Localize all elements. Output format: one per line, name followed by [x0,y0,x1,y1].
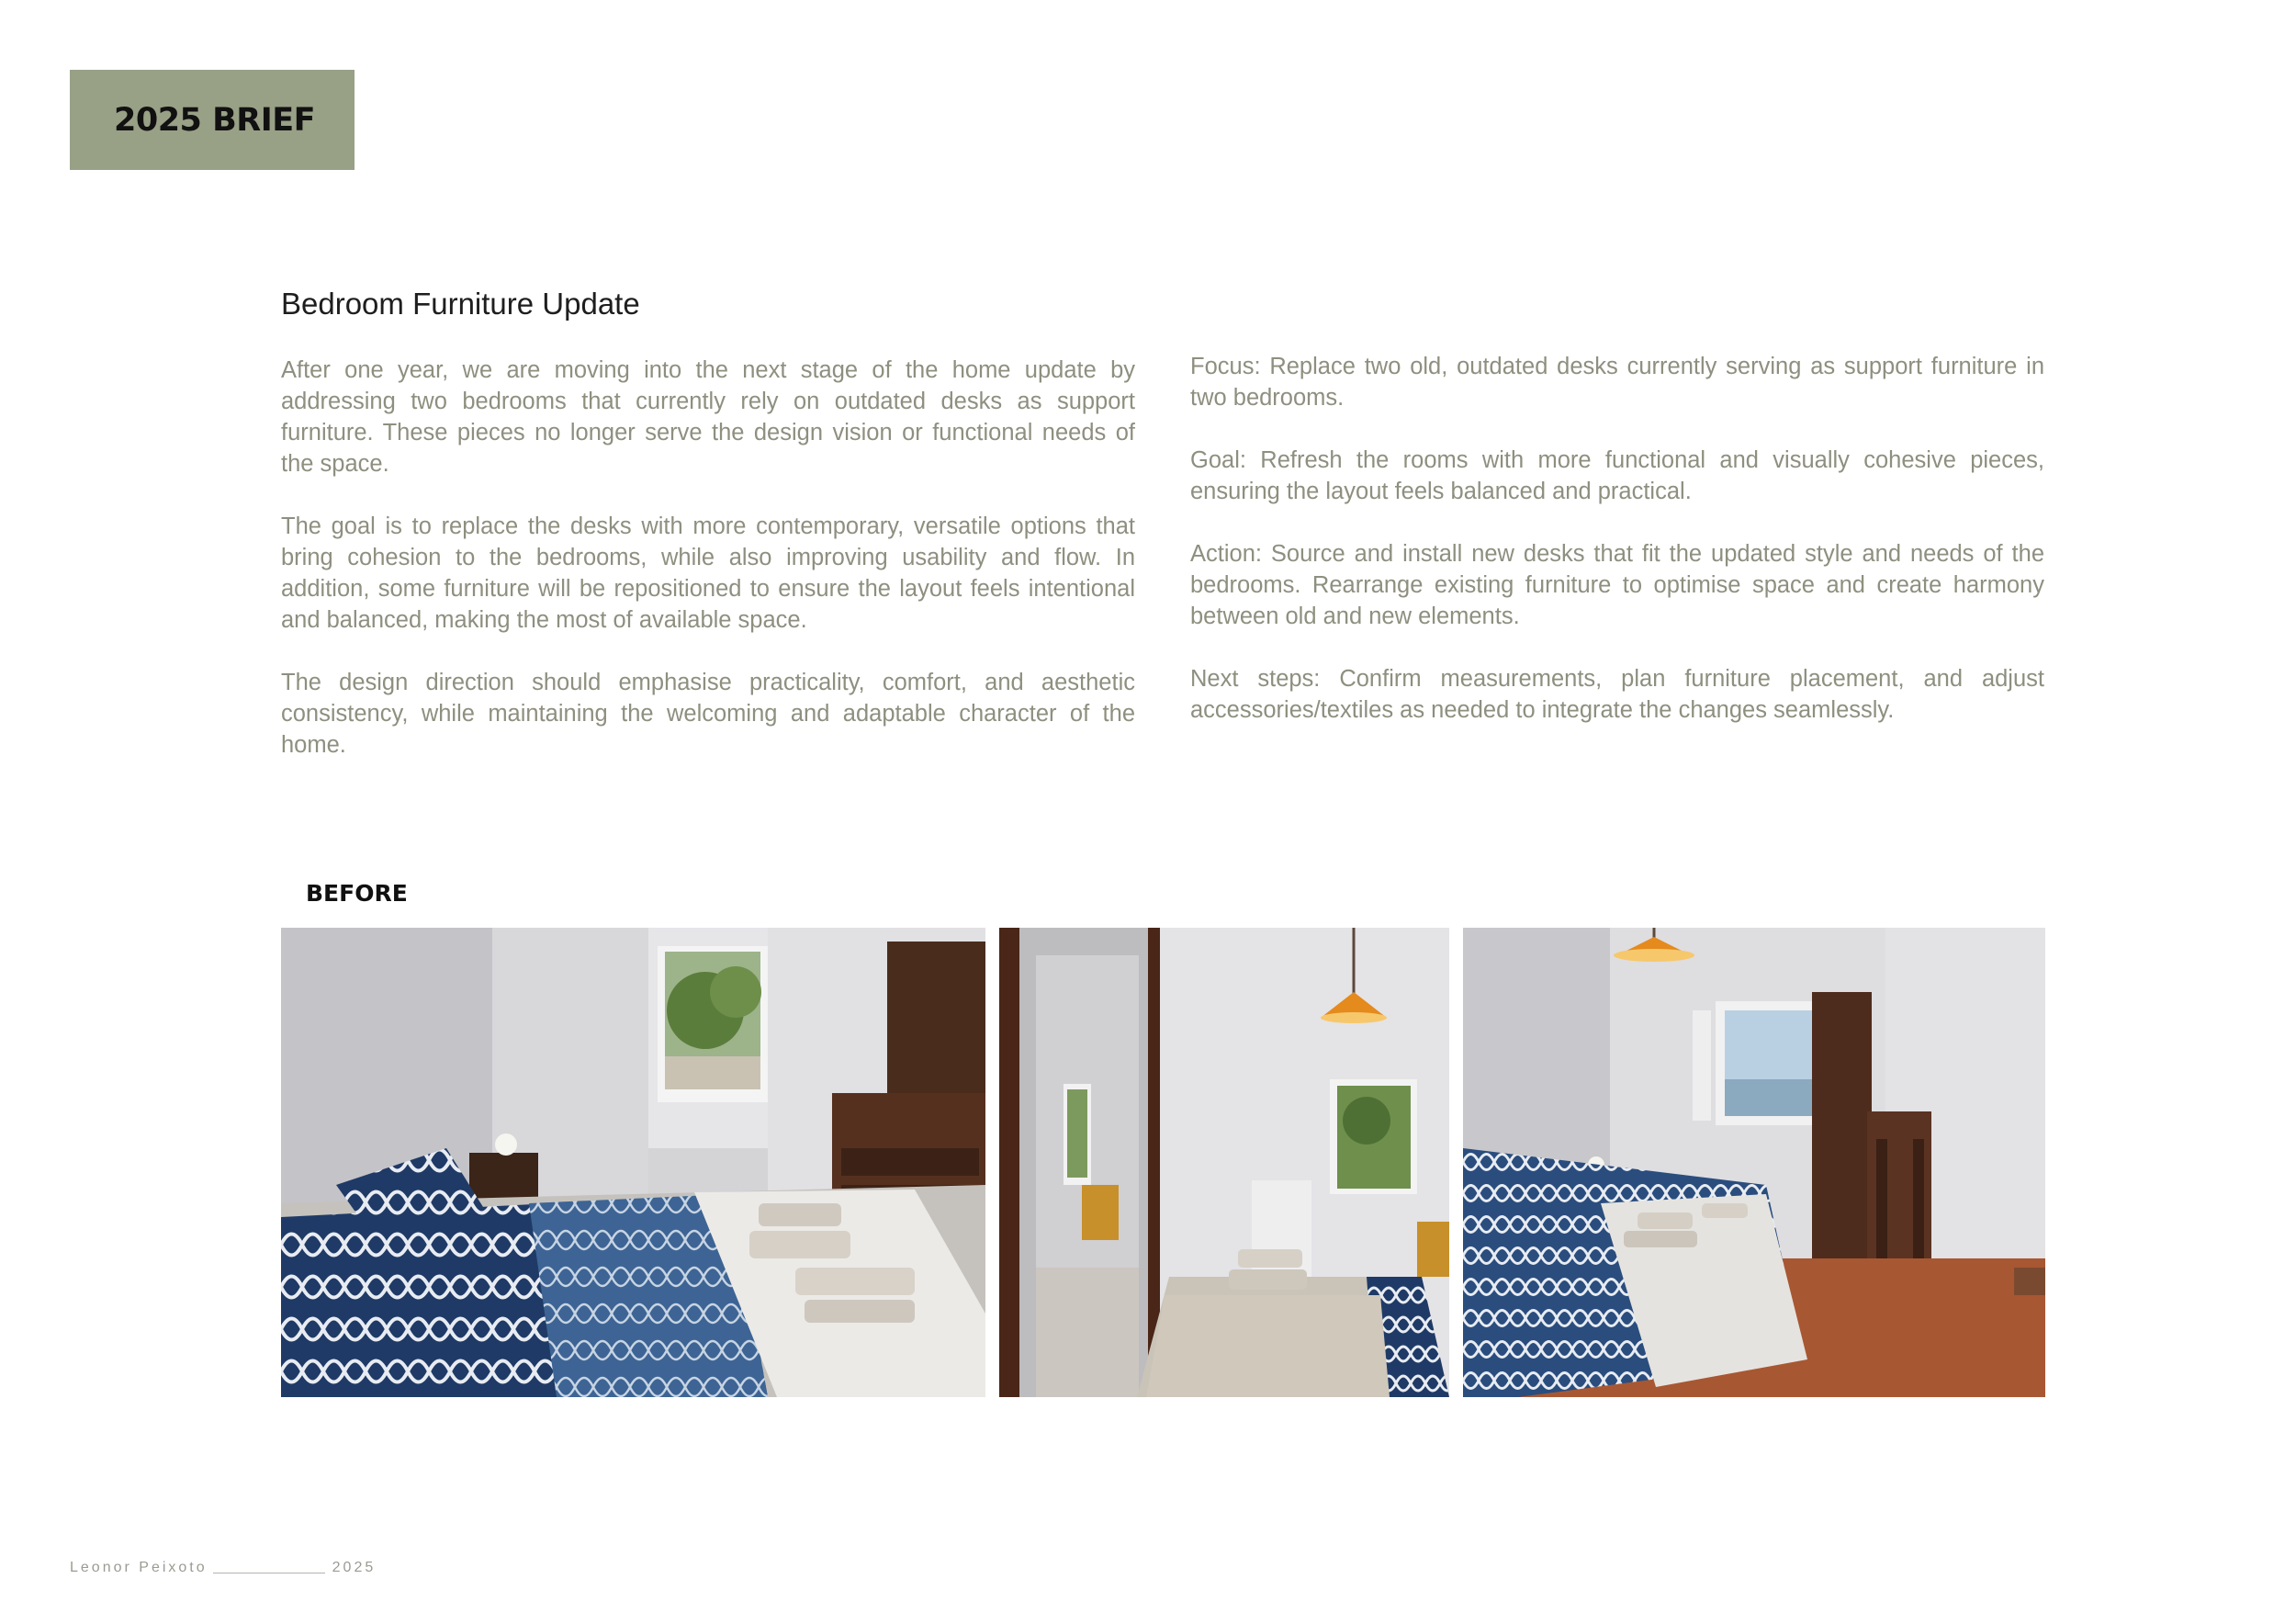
page-footer [70,1560,376,1576]
action-paragraph: Action: Source and install new desks that fit the updated style and needs of the bedrooms. Rearrange existing furniture to optimise space and create harmony between old and new elements. [1190,541,2044,629]
focus-paragraph: Focus: Replace two old, outdated desks currently serving as support furniture in two bedrooms. [1190,354,2044,411]
intro-paragraph: After one year, we are moving into the next stage of the home update by addressing two bedrooms that currently rely on outdated desks as support furniture. These pieces no longer serve the design vision or functional needs of the space. [281,357,1135,477]
summary-column [1190,351,2044,757]
brief-badge [70,70,355,170]
next-steps-paragraph: Next steps: Confirm measurements, plan furniture placement, and adjust accessories/textiles as needed to integrate the changes seamlessly. [1190,666,2044,723]
bedroom-photo-wardrobe-mirror [999,928,1449,1397]
goal-paragraph: Goal: Refresh the rooms with more functional and visually cohesive pieces, ensuring the layout feels balanced and practical. [1190,447,2044,504]
intro-paragraph: The design direction should emphasise practicality, comfort, and aesthetic consistency, while maintaining the welcoming and adaptable character of the home. [281,670,1135,758]
before-label: BEFORE [306,880,408,907]
intro-paragraph: The goal is to replace the desks with more contemporary, versatile options that bring cohesion to the bedrooms, while also improving usability and flow. In addition, some furniture will be repositioned to ensure the layout feels intentional and balanced, making the most of available space. [281,513,1135,633]
brief-badge-label: 2025 BRIEF [114,101,316,139]
page-title: Bedroom Furniture Update [281,287,640,321]
bedroom-photo-bed-window [1463,928,2045,1397]
bedroom-photo-desk-window [281,928,985,1397]
intro-column [281,355,1135,792]
footer-author: Leonor Peixoto [70,1560,208,1575]
footer-year: 2025 [332,1560,377,1575]
